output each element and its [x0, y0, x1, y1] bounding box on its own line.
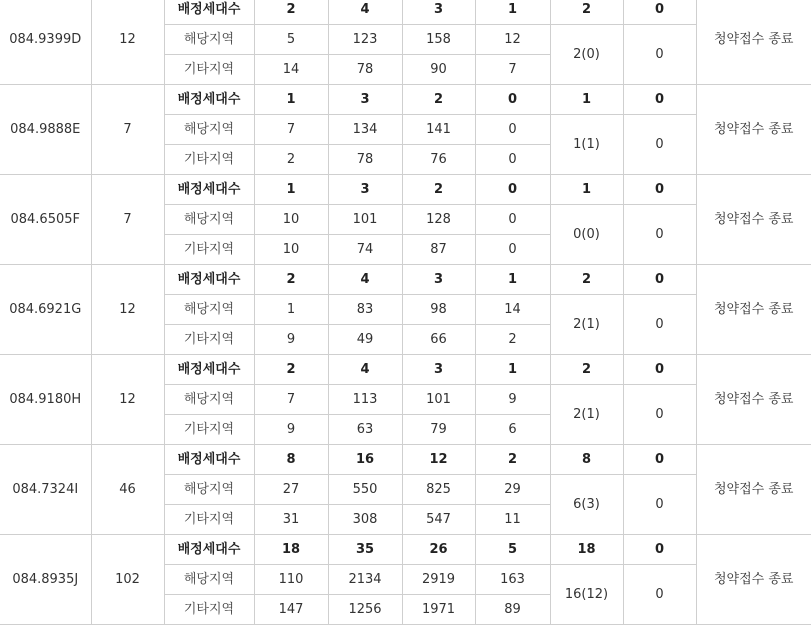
- other-value-cell: 7: [475, 55, 550, 85]
- allot-value-cell: 3: [402, 265, 475, 295]
- extra-result-cell: 0: [623, 205, 696, 265]
- local-value-cell: 9: [475, 385, 550, 415]
- other-value-cell: 147: [254, 595, 328, 625]
- model-cell: 084.9888E: [0, 85, 91, 175]
- extra-result-cell: 0: [623, 565, 696, 625]
- other-value-cell: 2: [254, 145, 328, 175]
- allot-value-cell: 3: [402, 0, 475, 25]
- other-value-cell: 63: [328, 415, 402, 445]
- allot-value-cell: 1: [475, 0, 550, 25]
- row-label-allot: 배정세대수: [164, 175, 254, 205]
- supply-count-cell: 12: [91, 0, 164, 85]
- row-label-allot: 배정세대수: [164, 535, 254, 565]
- local-value-cell: 128: [402, 205, 475, 235]
- special-result-cell: 16(12): [550, 565, 623, 625]
- local-value-cell: 163: [475, 565, 550, 595]
- model-cell: 084.9399D: [0, 0, 91, 85]
- local-value-cell: 2134: [328, 565, 402, 595]
- model-cell: 084.6921G: [0, 265, 91, 355]
- allot-value-cell: 8: [254, 445, 328, 475]
- supply-count-cell: 102: [91, 535, 164, 625]
- local-value-cell: 98: [402, 295, 475, 325]
- allot-value-cell: 1: [475, 265, 550, 295]
- extra-result-cell: 0: [623, 295, 696, 355]
- other-value-cell: 14: [254, 55, 328, 85]
- local-value-cell: 113: [328, 385, 402, 415]
- local-value-cell: 550: [328, 475, 402, 505]
- allot-value-cell: 3: [402, 355, 475, 385]
- local-value-cell: 2919: [402, 565, 475, 595]
- status-cell: 청약접수 종료: [696, 355, 811, 445]
- other-value-cell: 31: [254, 505, 328, 535]
- local-value-cell: 7: [254, 385, 328, 415]
- table-row-allot: [0, 445, 811, 475]
- status-cell: 청약접수 종료: [696, 535, 811, 625]
- local-value-cell: 158: [402, 25, 475, 55]
- allot-value-cell: 0: [475, 175, 550, 205]
- other-value-cell: 6: [475, 415, 550, 445]
- row-label-other: 기타지역: [164, 415, 254, 445]
- row-label-allot: 배정세대수: [164, 265, 254, 295]
- table-row-allot: [0, 265, 811, 295]
- extra-allot-cell: 0: [623, 85, 696, 115]
- special-result-cell: 1(1): [550, 115, 623, 175]
- allot-value-cell: 0: [475, 85, 550, 115]
- other-value-cell: 90: [402, 55, 475, 85]
- allot-value-cell: 2: [402, 175, 475, 205]
- extra-result-cell: 0: [623, 25, 696, 85]
- local-value-cell: 5: [254, 25, 328, 55]
- local-value-cell: 101: [328, 205, 402, 235]
- other-value-cell: 2: [475, 325, 550, 355]
- special-result-cell: 2(1): [550, 295, 623, 355]
- local-value-cell: 110: [254, 565, 328, 595]
- other-value-cell: 1256: [328, 595, 402, 625]
- other-value-cell: 87: [402, 235, 475, 265]
- extra-result-cell: 0: [623, 475, 696, 535]
- row-label-other: 기타지역: [164, 55, 254, 85]
- row-label-other: 기타지역: [164, 145, 254, 175]
- supply-count-cell: 46: [91, 445, 164, 535]
- local-value-cell: 14: [475, 295, 550, 325]
- local-value-cell: 1: [254, 295, 328, 325]
- model-cell: 084.7324I: [0, 445, 91, 535]
- other-value-cell: 547: [402, 505, 475, 535]
- allot-value-cell: 3: [328, 175, 402, 205]
- special-result-cell: 2(0): [550, 25, 623, 85]
- allot-value-cell: 18: [254, 535, 328, 565]
- row-label-allot: 배정세대수: [164, 445, 254, 475]
- local-value-cell: 0: [475, 115, 550, 145]
- row-label-local: 해당지역: [164, 115, 254, 145]
- local-value-cell: 141: [402, 115, 475, 145]
- local-value-cell: 134: [328, 115, 402, 145]
- status-cell: 청약접수 종료: [696, 85, 811, 175]
- other-value-cell: 79: [402, 415, 475, 445]
- table-row-allot: [0, 175, 811, 205]
- allot-value-cell: 1: [254, 85, 328, 115]
- table-row-allot: [0, 85, 811, 115]
- allot-value-cell: 2: [254, 0, 328, 25]
- allot-value-cell: 2: [254, 355, 328, 385]
- other-value-cell: 9: [254, 325, 328, 355]
- status-cell: 청약접수 종료: [696, 265, 811, 355]
- supply-count-cell: 7: [91, 175, 164, 265]
- extra-result-cell: 0: [623, 115, 696, 175]
- local-value-cell: 27: [254, 475, 328, 505]
- allot-value-cell: 4: [328, 355, 402, 385]
- special-allot-cell: 1: [550, 85, 623, 115]
- model-cell: 084.6505F: [0, 175, 91, 265]
- extra-allot-cell: 0: [623, 0, 696, 25]
- other-value-cell: 89: [475, 595, 550, 625]
- other-value-cell: 9: [254, 415, 328, 445]
- extra-allot-cell: 0: [623, 355, 696, 385]
- status-cell: 청약접수 종료: [696, 175, 811, 265]
- supply-count-cell: 12: [91, 265, 164, 355]
- model-cell: 084.8935J: [0, 535, 91, 625]
- special-allot-cell: 8: [550, 445, 623, 475]
- table-row-allot: [0, 0, 811, 25]
- allot-value-cell: 3: [328, 85, 402, 115]
- other-value-cell: 10: [254, 235, 328, 265]
- allot-value-cell: 1: [475, 355, 550, 385]
- local-value-cell: 12: [475, 25, 550, 55]
- row-label-local: 해당지역: [164, 475, 254, 505]
- extra-allot-cell: 0: [623, 265, 696, 295]
- other-value-cell: 78: [328, 55, 402, 85]
- row-label-local: 해당지역: [164, 205, 254, 235]
- other-value-cell: 66: [402, 325, 475, 355]
- row-label-other: 기타지역: [164, 235, 254, 265]
- row-label-local: 해당지역: [164, 565, 254, 595]
- local-value-cell: 123: [328, 25, 402, 55]
- local-value-cell: 29: [475, 475, 550, 505]
- local-value-cell: 10: [254, 205, 328, 235]
- other-value-cell: 0: [475, 235, 550, 265]
- allot-value-cell: 2: [254, 265, 328, 295]
- special-allot-cell: 1: [550, 175, 623, 205]
- extra-allot-cell: 0: [623, 175, 696, 205]
- model-cell: 084.9180H: [0, 355, 91, 445]
- allot-value-cell: 35: [328, 535, 402, 565]
- special-result-cell: 0(0): [550, 205, 623, 265]
- other-value-cell: 1971: [402, 595, 475, 625]
- row-label-allot: 배정세대수: [164, 85, 254, 115]
- allot-value-cell: 2: [475, 445, 550, 475]
- local-value-cell: 83: [328, 295, 402, 325]
- allot-value-cell: 16: [328, 445, 402, 475]
- local-value-cell: 0: [475, 205, 550, 235]
- supply-count-cell: 12: [91, 355, 164, 445]
- extra-allot-cell: 0: [623, 445, 696, 475]
- special-result-cell: 6(3): [550, 475, 623, 535]
- extra-allot-cell: 0: [623, 535, 696, 565]
- row-label-local: 해당지역: [164, 25, 254, 55]
- local-value-cell: 101: [402, 385, 475, 415]
- table-row-allot: [0, 535, 811, 565]
- other-value-cell: 49: [328, 325, 402, 355]
- other-value-cell: 74: [328, 235, 402, 265]
- other-value-cell: 308: [328, 505, 402, 535]
- row-label-local: 해당지역: [164, 385, 254, 415]
- special-allot-cell: 2: [550, 355, 623, 385]
- row-label-local: 해당지역: [164, 295, 254, 325]
- special-allot-cell: 2: [550, 0, 623, 25]
- allot-value-cell: 5: [475, 535, 550, 565]
- other-value-cell: 76: [402, 145, 475, 175]
- row-label-other: 기타지역: [164, 325, 254, 355]
- status-cell: 청약접수 종료: [696, 445, 811, 535]
- special-allot-cell: 18: [550, 535, 623, 565]
- local-value-cell: 825: [402, 475, 475, 505]
- allot-value-cell: 12: [402, 445, 475, 475]
- special-result-cell: 2(1): [550, 385, 623, 445]
- row-label-other: 기타지역: [164, 595, 254, 625]
- status-cell: 청약접수 종료: [696, 0, 811, 85]
- other-value-cell: 11: [475, 505, 550, 535]
- other-value-cell: 78: [328, 145, 402, 175]
- allot-value-cell: 1: [254, 175, 328, 205]
- other-value-cell: 0: [475, 145, 550, 175]
- special-allot-cell: 2: [550, 265, 623, 295]
- extra-result-cell: 0: [623, 385, 696, 445]
- local-value-cell: 7: [254, 115, 328, 145]
- row-label-allot: 배정세대수: [164, 355, 254, 385]
- allot-value-cell: 26: [402, 535, 475, 565]
- row-label-other: 기타지역: [164, 505, 254, 535]
- supply-count-cell: 7: [91, 85, 164, 175]
- table-row-allot: [0, 355, 811, 385]
- row-label-allot: 배정세대수: [164, 0, 254, 25]
- allot-value-cell: 4: [328, 265, 402, 295]
- allot-value-cell: 2: [402, 85, 475, 115]
- allot-value-cell: 4: [328, 0, 402, 25]
